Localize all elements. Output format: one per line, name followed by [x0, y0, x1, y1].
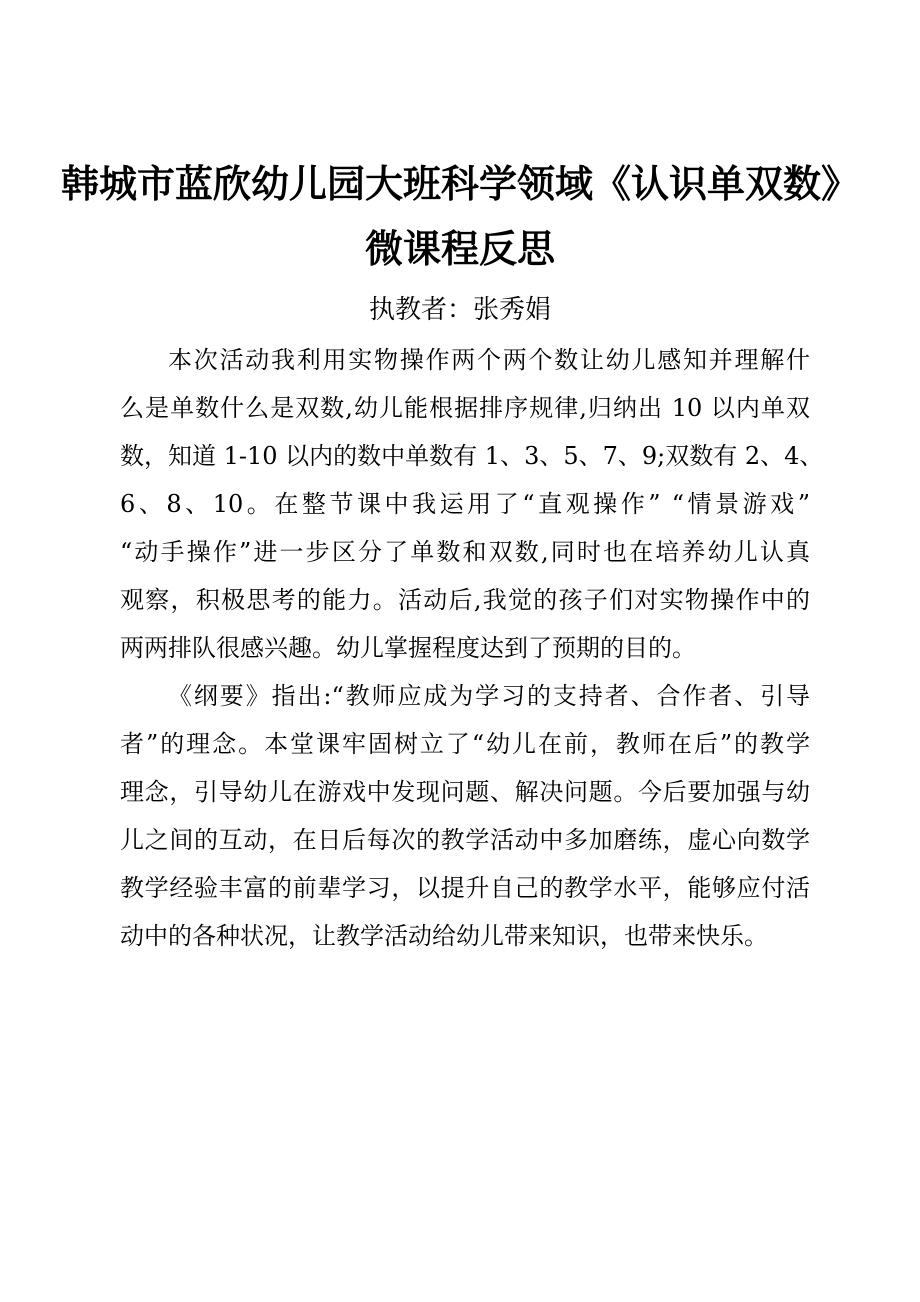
document-title-line-2: 微课程反思 [364, 226, 555, 271]
paragraph-line: 动中的各种状况，让教学活动给幼儿带来知识，也带来快乐。 [120, 922, 768, 950]
paragraph-line: 么是单数什么是双数,幼儿能根据排序规律,归纳出 10 以内单双 [120, 394, 810, 422]
paragraph-line: 《纲要》指出:“教师应成为学习的支持者、合作者、引导 [168, 682, 810, 710]
paragraph-line: 者”的理念。本堂课牢固树立了“幼儿在前，教师在后”的教学 [120, 730, 810, 758]
paragraph-line: 数，知道 1-10 以内的数中单数有 1、3、5、7、9;双数有 2、4、 [120, 442, 824, 470]
paragraph-line: 观察，积极思考的能力。活动后,我觉的孩子们对实物操作中的 [120, 586, 810, 614]
document-title-line-1: 韩城市蓝欣幼儿园大班科学领域《认识单双数》 [60, 161, 859, 206]
author-line: 执教者：张秀娟 [368, 295, 551, 325]
paragraph-line: 本次活动我利用实物操作两个两个数让幼儿感知并理解什 [168, 346, 810, 374]
paragraph-line: 两两排队很感兴趣。幼儿掌握程度达到了预期的目的。 [120, 634, 696, 662]
paragraph-1 [120, 336, 824, 672]
paragraph-line: “动手操作”进一步区分了单数和双数,同时也在培养幼儿认真 [120, 538, 810, 566]
paragraph-2 [120, 672, 810, 960]
paragraph-line: 6、8、10。在整节课中我运用了“直观操作” “情景游戏” [120, 490, 810, 518]
paragraph-line: 儿之间的互动，在日后每次的教学活动中多加磨练，虚心向数学 [120, 826, 810, 854]
paragraph-line: 理念，引导幼儿在游戏中发现问题、解决问题。今后要加强与幼 [120, 778, 810, 806]
paragraph-line: 教学经验丰富的前辈学习，以提升自己的教学水平，能够应付活 [120, 874, 810, 902]
